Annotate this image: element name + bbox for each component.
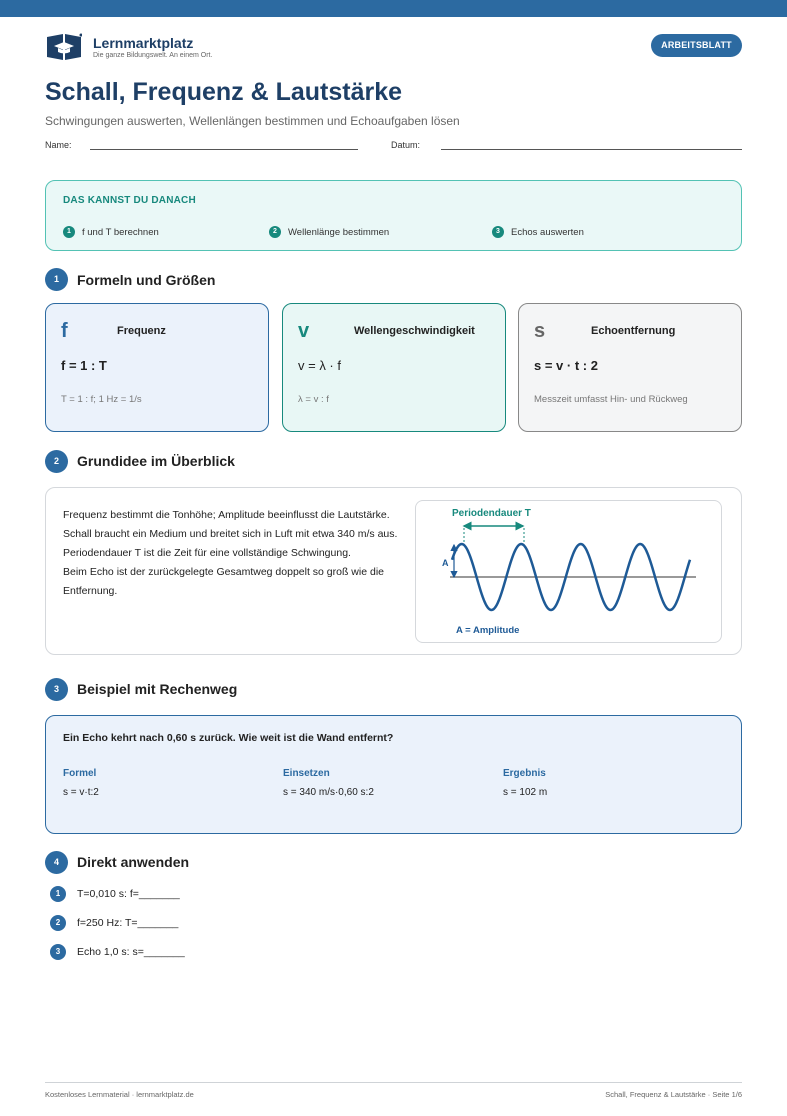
goal-label: f und T berechnen (82, 226, 159, 238)
card-symbol: f (61, 320, 68, 342)
section-title: Direkt anwenden (77, 854, 190, 870)
formula-card-echo (518, 303, 742, 432)
brand-name: Lernmarktplatz (93, 34, 194, 51)
goal-number: 2 (269, 226, 281, 238)
name-label: Name: (45, 140, 72, 150)
example-column (503, 768, 547, 798)
footer-divider (45, 1082, 742, 1083)
card-symbol: s (534, 320, 546, 342)
name-field[interactable] (90, 149, 358, 150)
card-name: Frequenz (117, 325, 166, 337)
footer-right: Schall, Frequenz & Lautstärke · Seite 1/6 (605, 1090, 742, 1099)
task-item (50, 944, 185, 960)
example-column (63, 768, 99, 798)
formula-card-velocity (282, 303, 506, 432)
top-bar (0, 0, 787, 17)
period-label: Periodendauer T (452, 508, 531, 519)
card-formula: v = λ · f (298, 358, 341, 373)
formula-card-frequency (45, 303, 269, 432)
example-box (45, 715, 742, 834)
section-number: 3 (45, 678, 68, 701)
card-note: Messzeit umfasst Hin- und Rückweg (534, 394, 688, 405)
example-column-value: s = 340 m/s·0,60 s:2 (283, 787, 374, 798)
card-note: λ = v : f (298, 394, 329, 405)
goal-number: 1 (63, 226, 75, 238)
goals-title: DAS KANNST DU DANACH (63, 195, 196, 206)
goal-item (492, 226, 584, 238)
brand-tagline: Die ganze Bildungswelt. An einem Ort. (93, 51, 213, 59)
learning-goals-box (45, 180, 742, 251)
overview-box (45, 487, 742, 655)
goal-number: 3 (492, 226, 504, 238)
example-question: Ein Echo kehrt nach 0,60 s zurück. Wie weit ist die Wand entfernt? (63, 732, 394, 744)
overview-line: Schall braucht ein Medium und breitet sich in Luft mit etwa 340 m/s aus. (63, 528, 398, 540)
page-title: Schall, Frequenz & Lautstärke (45, 78, 403, 106)
example-column-value: s = 102 m (503, 787, 548, 798)
task-text: f=250 Hz: T=_______ (77, 917, 179, 929)
overview-text (63, 506, 423, 601)
section-number: 2 (45, 450, 68, 473)
card-formula: f = 1 : T (61, 358, 107, 373)
task-item (50, 915, 178, 931)
example-column-value: s = v·t:2 (63, 787, 99, 798)
section-title: Grundidee im Überblick (77, 453, 235, 469)
brand-logo (46, 33, 212, 61)
date-field[interactable] (441, 149, 742, 150)
task-text: T=0,010 s: f=_______ (77, 888, 180, 900)
goal-label: Echos auswerten (511, 226, 584, 238)
card-note: T = 1 : f; 1 Hz = 1/s (61, 394, 142, 405)
section-title: Beispiel mit Rechenweg (77, 681, 238, 697)
task-number: 1 (50, 886, 66, 902)
example-column-head: Ergebnis (503, 768, 546, 779)
card-symbol: v (298, 320, 310, 342)
example-column-head: Einsetzen (283, 768, 330, 779)
goal-item (63, 226, 159, 238)
overview-line: Periodendauer T ist die Zeit für eine vollständige Schwingung. (63, 547, 351, 559)
section-number: 4 (45, 851, 68, 874)
worksheet-badge: ARBEITSBLATT (651, 34, 742, 57)
example-column-head: Formel (63, 768, 97, 779)
card-formula: s = v · t : 2 (534, 358, 598, 373)
example-column (283, 768, 374, 798)
amplitude-label: A (442, 558, 449, 568)
wave-diagram (415, 500, 722, 643)
section-number: 1 (45, 268, 68, 291)
task-number: 2 (50, 915, 66, 931)
task-text: Echo 1,0 s: s=_______ (77, 946, 185, 958)
overview-line: Frequenz bestimmt die Tonhöhe; Amplitude beeinflusst die Lautstärke. (63, 509, 390, 521)
task-number: 3 (50, 944, 66, 960)
goal-item (269, 226, 389, 238)
goal-label: Wellenlänge bestimmen (288, 226, 390, 238)
overview-line: Beim Echo ist der zurückgelegte Gesamtweg doppelt so groß wie die Entfernung. (63, 566, 384, 597)
card-name: Wellengeschwindigkeit (354, 325, 475, 337)
card-name: Echoentfernung (591, 325, 676, 337)
footer-left: Kostenloses Lernmaterial · lernmarktplatz.de (45, 1090, 194, 1099)
task-item (50, 886, 180, 902)
graduation-cap-icon (46, 33, 82, 61)
page-subtitle: Schwingungen auswerten, Wellenlängen bestimmen und Echoaufgaben lösen (45, 114, 460, 128)
section-title: Formeln und Größen (77, 272, 216, 288)
amplitude-caption: A = Amplitude (456, 625, 520, 636)
date-label: Datum: (391, 140, 421, 150)
